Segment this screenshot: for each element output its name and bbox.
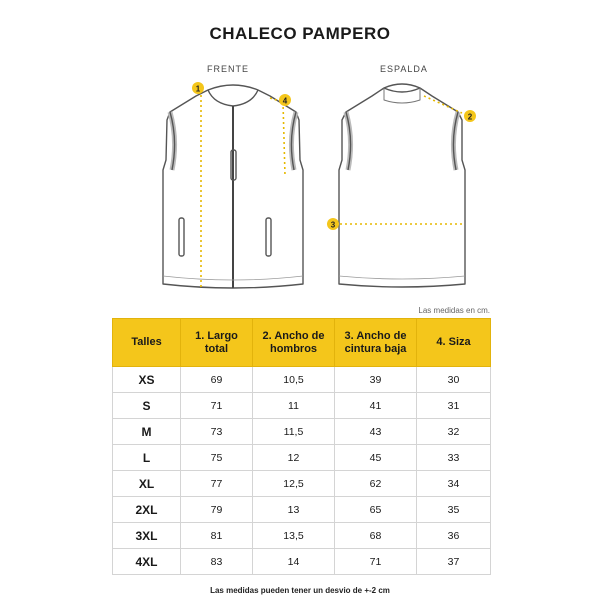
svg-text:3: 3 [330,220,336,230]
table-row [113,393,491,419]
table-cell: 79 [181,497,253,523]
table-cell: 31 [417,393,491,419]
size-cell: L [113,445,181,471]
back-measure-lines [340,96,464,224]
table-cell: 12,5 [253,471,335,497]
back-view-label: ESPALDA [380,64,428,74]
table-cell: 65 [335,497,417,523]
table-cell: 32 [417,419,491,445]
back-vest-drawing [339,84,465,287]
table-cell: 14 [253,549,335,575]
table-cell: 36 [417,523,491,549]
svg-text:4: 4 [282,96,288,106]
header-largo-total: 1. Largo total [181,319,253,367]
table-cell: 75 [181,445,253,471]
header-ancho-hombros: 2. Ancho de hombros [253,319,335,367]
marker-3 [327,218,339,230]
size-cell: XS [113,367,181,393]
table-cell: 11,5 [253,419,335,445]
table-cell: 35 [417,497,491,523]
table-row [113,471,491,497]
table-cell: 77 [181,471,253,497]
svg-text:2: 2 [467,112,473,122]
size-table [112,318,491,575]
size-cell: 3XL [113,523,181,549]
table-cell: 30 [417,367,491,393]
table-cell: 71 [335,549,417,575]
size-cell: XL [113,471,181,497]
table-cell: 73 [181,419,253,445]
table-cell: 34 [417,471,491,497]
table-row [113,523,491,549]
front-vest-drawing [163,85,303,288]
header-ancho-cintura: 3. Ancho de cintura baja [335,319,417,367]
size-cell: M [113,419,181,445]
marker-1 [192,82,204,94]
table-cell: 37 [417,549,491,575]
size-cell: 4XL [113,549,181,575]
table-cell: 62 [335,471,417,497]
front-view-label: FRENTE [207,64,249,74]
table-row [113,367,491,393]
unit-note: Las medidas en cm. [418,306,490,315]
page-title: CHALECO PAMPERO [209,24,391,43]
table-row [113,419,491,445]
table-cell: 39 [335,367,417,393]
size-cell: 2XL [113,497,181,523]
footnote: Las medidas pueden tener un desvio de +-2 cm [210,586,390,595]
marker-4 [279,94,291,106]
table-cell: 43 [335,419,417,445]
table-row [113,497,491,523]
front-measure-lines [201,95,285,288]
table-cell: 12 [253,445,335,471]
table-cell: 13 [253,497,335,523]
header-talles: Talles [113,319,181,367]
table-header-row [113,319,491,367]
table-cell: 81 [181,523,253,549]
table-cell: 10,5 [253,367,335,393]
header-siza: 4. Siza [417,319,491,367]
table-cell: 45 [335,445,417,471]
table-cell: 71 [181,393,253,419]
marker-2 [464,110,476,122]
table-row [113,445,491,471]
table-cell: 11 [253,393,335,419]
table-cell: 83 [181,549,253,575]
table-cell: 68 [335,523,417,549]
svg-text:1: 1 [195,84,201,94]
size-cell: S [113,393,181,419]
table-cell: 41 [335,393,417,419]
table-cell: 69 [181,367,253,393]
table-row [113,549,491,575]
table-cell: 33 [417,445,491,471]
table-cell: 13,5 [253,523,335,549]
